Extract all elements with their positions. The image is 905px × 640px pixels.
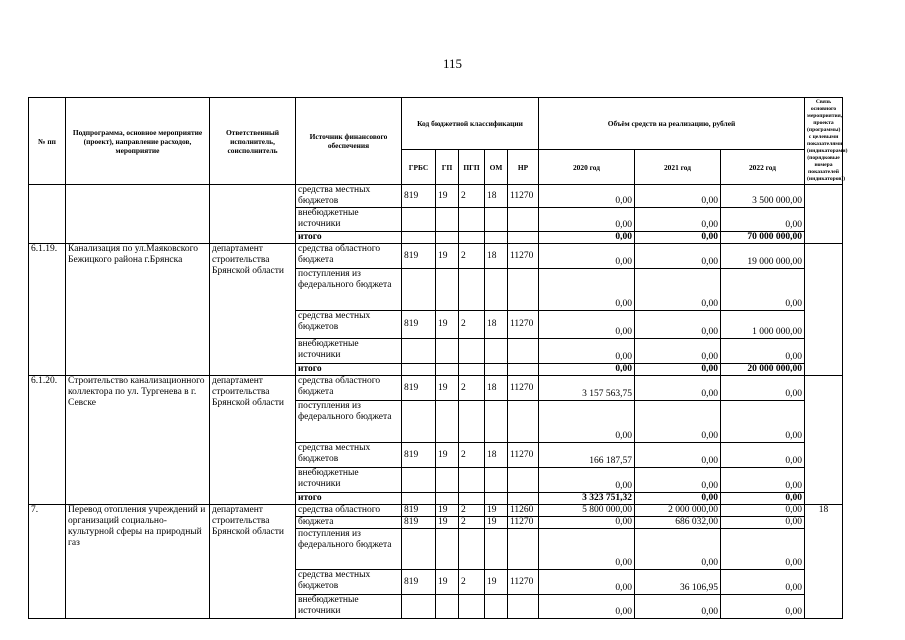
header-grbs: ГРБС [402, 150, 436, 185]
amount-2021: 0,00 [635, 185, 721, 208]
code-pgp [459, 269, 485, 311]
amount-2020: 0,00 [539, 185, 635, 208]
code-pgp: 2 [459, 505, 485, 517]
code-pgp: 2 [459, 376, 485, 401]
funding-source: внебюджетные источники [296, 208, 402, 232]
funding-source: средства областного бюджета [296, 244, 402, 269]
code-om [485, 364, 508, 376]
code-gp: 19 [436, 443, 459, 468]
header-year-2021: 2021 год [635, 150, 721, 185]
amount-2021: 0,00 [635, 364, 721, 376]
indicator-link [805, 376, 843, 505]
code-nr: 11260 [508, 505, 539, 517]
code-om: 18 [485, 376, 508, 401]
amount-2021: 0,00 [635, 529, 721, 570]
header-om: ОМ [485, 150, 508, 185]
header-executor: Ответственный исполнитель, соисполнитель [210, 98, 296, 185]
code-grbs [402, 364, 436, 376]
table-row [29, 244, 843, 269]
item-name: Канализация по ул.Маяковского Бежицкого района г.Брянска [66, 244, 210, 376]
code-gp: 19 [436, 311, 459, 339]
header-year-2022: 2022 год [721, 150, 805, 185]
funding-source: средства местных бюджетов [296, 185, 402, 208]
amount-2020: 0,00 [539, 529, 635, 570]
amount-2021: 0,00 [635, 376, 721, 401]
code-om: 18 [485, 185, 508, 208]
code-pgp: 2 [459, 311, 485, 339]
code-nr [508, 269, 539, 311]
code-om: 19 [485, 570, 508, 595]
amount-2021: 0,00 [635, 443, 721, 468]
code-gp: 19 [436, 505, 459, 517]
funding-source: средства местных бюджетов [296, 443, 402, 468]
code-pgp [459, 401, 485, 443]
amount-2022: 0,00 [721, 401, 805, 443]
amount-2022: 70 000 000,00 [721, 232, 805, 244]
code-nr: 11270 [508, 376, 539, 401]
code-pgp [459, 493, 485, 505]
code-grbs [402, 339, 436, 364]
code-grbs: 819 [402, 244, 436, 269]
amount-2020: 0,00 [539, 269, 635, 311]
code-nr: 11270 [508, 244, 539, 269]
funding-source: итого [296, 364, 402, 376]
code-om [485, 493, 508, 505]
code-grbs: 819 [402, 376, 436, 401]
code-grbs [402, 468, 436, 493]
amount-2021: 0,00 [635, 339, 721, 364]
code-om [485, 232, 508, 244]
amount-2022: 0,00 [721, 493, 805, 505]
code-nr [508, 232, 539, 244]
item-number: 7. [29, 505, 66, 619]
funding-source: средства местных бюджетов [296, 570, 402, 595]
amount-2021: 0,00 [635, 208, 721, 232]
item-number: 6.1.19. [29, 244, 66, 376]
code-pgp: 2 [459, 517, 485, 529]
funding-source: поступления из федерального бюджета [296, 529, 402, 570]
code-grbs [402, 401, 436, 443]
amount-2021: 0,00 [635, 595, 721, 619]
code-pgp: 2 [459, 570, 485, 595]
amount-2021: 0,00 [635, 311, 721, 339]
code-grbs: 819 [402, 505, 436, 517]
header-pgp: ПГП [459, 150, 485, 185]
code-gp [436, 339, 459, 364]
code-pgp: 2 [459, 185, 485, 208]
code-pgp [459, 529, 485, 570]
code-pgp: 2 [459, 244, 485, 269]
code-om: 19 [485, 517, 508, 529]
item-executor: департамент строительства Брянской области [210, 376, 296, 505]
header-year-2020: 2020 год [539, 150, 635, 185]
amount-2020: 0,00 [539, 517, 635, 529]
code-gp: 19 [436, 376, 459, 401]
header-gp: ГП [436, 150, 459, 185]
item-name [66, 185, 210, 244]
code-nr: 11270 [508, 570, 539, 595]
amount-2021: 0,00 [635, 493, 721, 505]
amount-2021: 0,00 [635, 401, 721, 443]
item-executor: департамент строительства Брянской области [210, 244, 296, 376]
amount-2020: 0,00 [539, 570, 635, 595]
amount-2022: 0,00 [721, 443, 805, 468]
amount-2022: 0,00 [721, 208, 805, 232]
code-om: 18 [485, 311, 508, 339]
indicator-link [805, 244, 843, 376]
item-executor [210, 185, 296, 244]
code-om [485, 468, 508, 493]
code-om: 18 [485, 244, 508, 269]
item-executor: департамент строительства Брянской области [210, 505, 296, 619]
code-grbs: 819 [402, 517, 436, 529]
amount-2020: 0,00 [539, 244, 635, 269]
header-amount: Объём средств на реализацию, рублей [539, 98, 805, 150]
item-name: Перевод отопления учреждений и организаций социально-культурной сферы на природный газ [66, 505, 210, 619]
code-gp [436, 595, 459, 619]
code-nr: 11270 [508, 311, 539, 339]
code-grbs [402, 595, 436, 619]
amount-2021: 686 032,00 [635, 517, 721, 529]
code-nr [508, 493, 539, 505]
code-pgp [459, 339, 485, 364]
code-gp [436, 529, 459, 570]
amount-2020: 166 187,57 [539, 443, 635, 468]
amount-2022: 1 000 000,00 [721, 311, 805, 339]
amount-2022: 0,00 [721, 529, 805, 570]
item-name: Строительство канализационного коллектора по ул. Тургенева в г. Севске [66, 376, 210, 505]
indicator-link: 18 [805, 505, 843, 619]
amount-2022: 0,00 [721, 339, 805, 364]
code-nr: 11270 [508, 517, 539, 529]
amount-2022: 0,00 [721, 505, 805, 517]
code-grbs [402, 493, 436, 505]
code-nr [508, 529, 539, 570]
table-row [29, 185, 843, 208]
amount-2020: 5 800 000,00 [539, 505, 635, 517]
code-grbs [402, 208, 436, 232]
amount-2020: 0,00 [539, 339, 635, 364]
code-gp [436, 468, 459, 493]
code-grbs [402, 529, 436, 570]
amount-2020: 0,00 [539, 364, 635, 376]
amount-2020: 0,00 [539, 311, 635, 339]
funding-source: внебюджетные источники [296, 468, 402, 493]
amount-2020: 3 323 751,32 [539, 493, 635, 505]
amount-2022: 0,00 [721, 517, 805, 529]
amount-2022: 19 000 000,00 [721, 244, 805, 269]
table-row [29, 376, 843, 401]
amount-2021: 0,00 [635, 244, 721, 269]
indicator-link [805, 185, 843, 244]
code-om: 18 [485, 443, 508, 468]
budget-table [28, 97, 848, 619]
amount-2020: 0,00 [539, 595, 635, 619]
code-pgp [459, 232, 485, 244]
item-number [29, 185, 66, 244]
code-om [485, 529, 508, 570]
header-nr: НР [508, 150, 539, 185]
header-link: Связь основного мероприятия, проекта (программы) с целевыми показателями (индикаторами) (порядковые номера показателей (индикаторов)) [805, 98, 843, 185]
funding-source: средства местных бюджетов [296, 311, 402, 339]
code-pgp [459, 468, 485, 493]
code-gp: 19 [436, 517, 459, 529]
amount-2022: 20 000 000,00 [721, 364, 805, 376]
amount-2022: 0,00 [721, 468, 805, 493]
amount-2022: 0,00 [721, 570, 805, 595]
amount-2020: 3 157 563,75 [539, 376, 635, 401]
funding-source: внебюджетные источники [296, 595, 402, 619]
code-om [485, 595, 508, 619]
code-nr [508, 401, 539, 443]
amount-2022: 3 500 000,00 [721, 185, 805, 208]
code-pgp: 2 [459, 443, 485, 468]
funding-source: средства областного бюджета [296, 376, 402, 401]
code-nr: 11270 [508, 185, 539, 208]
code-gp [436, 401, 459, 443]
amount-2021: 0,00 [635, 269, 721, 311]
code-om: 19 [485, 505, 508, 517]
amount-2021: 36 106,95 [635, 570, 721, 595]
code-gp [436, 208, 459, 232]
code-gp: 19 [436, 570, 459, 595]
code-gp: 19 [436, 244, 459, 269]
code-om [485, 269, 508, 311]
code-nr [508, 595, 539, 619]
amount-2022: 0,00 [721, 595, 805, 619]
amount-2021: 0,00 [635, 468, 721, 493]
code-grbs: 819 [402, 311, 436, 339]
item-number: 6.1.20. [29, 376, 66, 505]
code-pgp [459, 364, 485, 376]
amount-2020: 0,00 [539, 208, 635, 232]
header-source: Источник финансового обеспечения [296, 98, 402, 185]
code-grbs: 819 [402, 570, 436, 595]
table-row [29, 505, 843, 517]
funding-source: бюджета [296, 517, 402, 529]
amount-2020: 0,00 [539, 232, 635, 244]
code-nr [508, 339, 539, 364]
code-om [485, 208, 508, 232]
funding-source: итого [296, 232, 402, 244]
code-om [485, 339, 508, 364]
amount-2022: 0,00 [721, 269, 805, 311]
funding-source: поступления из федерального бюджета [296, 401, 402, 443]
code-om [485, 401, 508, 443]
header-budget-code: Код бюджетной классификации [402, 98, 539, 150]
amount-2021: 2 000 000,00 [635, 505, 721, 517]
funding-source: поступления из федерального бюджета [296, 269, 402, 311]
code-pgp [459, 208, 485, 232]
funding-source: средства областного [296, 505, 402, 517]
table-body [29, 185, 843, 619]
code-grbs [402, 269, 436, 311]
code-nr [508, 364, 539, 376]
amount-2020: 0,00 [539, 468, 635, 493]
header-subprogram: Подпрограмма, основное мероприятие (проект), направление расходов, мероприятие [66, 98, 210, 185]
code-nr [508, 208, 539, 232]
amount-2022: 0,00 [721, 376, 805, 401]
page-number: 115 [442, 56, 463, 71]
code-gp [436, 493, 459, 505]
code-grbs: 819 [402, 443, 436, 468]
code-nr: 11270 [508, 443, 539, 468]
code-gp [436, 364, 459, 376]
header-no: № пп [29, 98, 66, 185]
code-grbs [402, 232, 436, 244]
code-gp: 19 [436, 185, 459, 208]
code-nr [508, 468, 539, 493]
funding-source: внебюджетные источники [296, 339, 402, 364]
amount-2021: 0,00 [635, 232, 721, 244]
code-grbs: 819 [402, 185, 436, 208]
code-pgp [459, 595, 485, 619]
code-gp [436, 269, 459, 311]
amount-2020: 0,00 [539, 401, 635, 443]
code-gp [436, 232, 459, 244]
funding-source: итого [296, 493, 402, 505]
